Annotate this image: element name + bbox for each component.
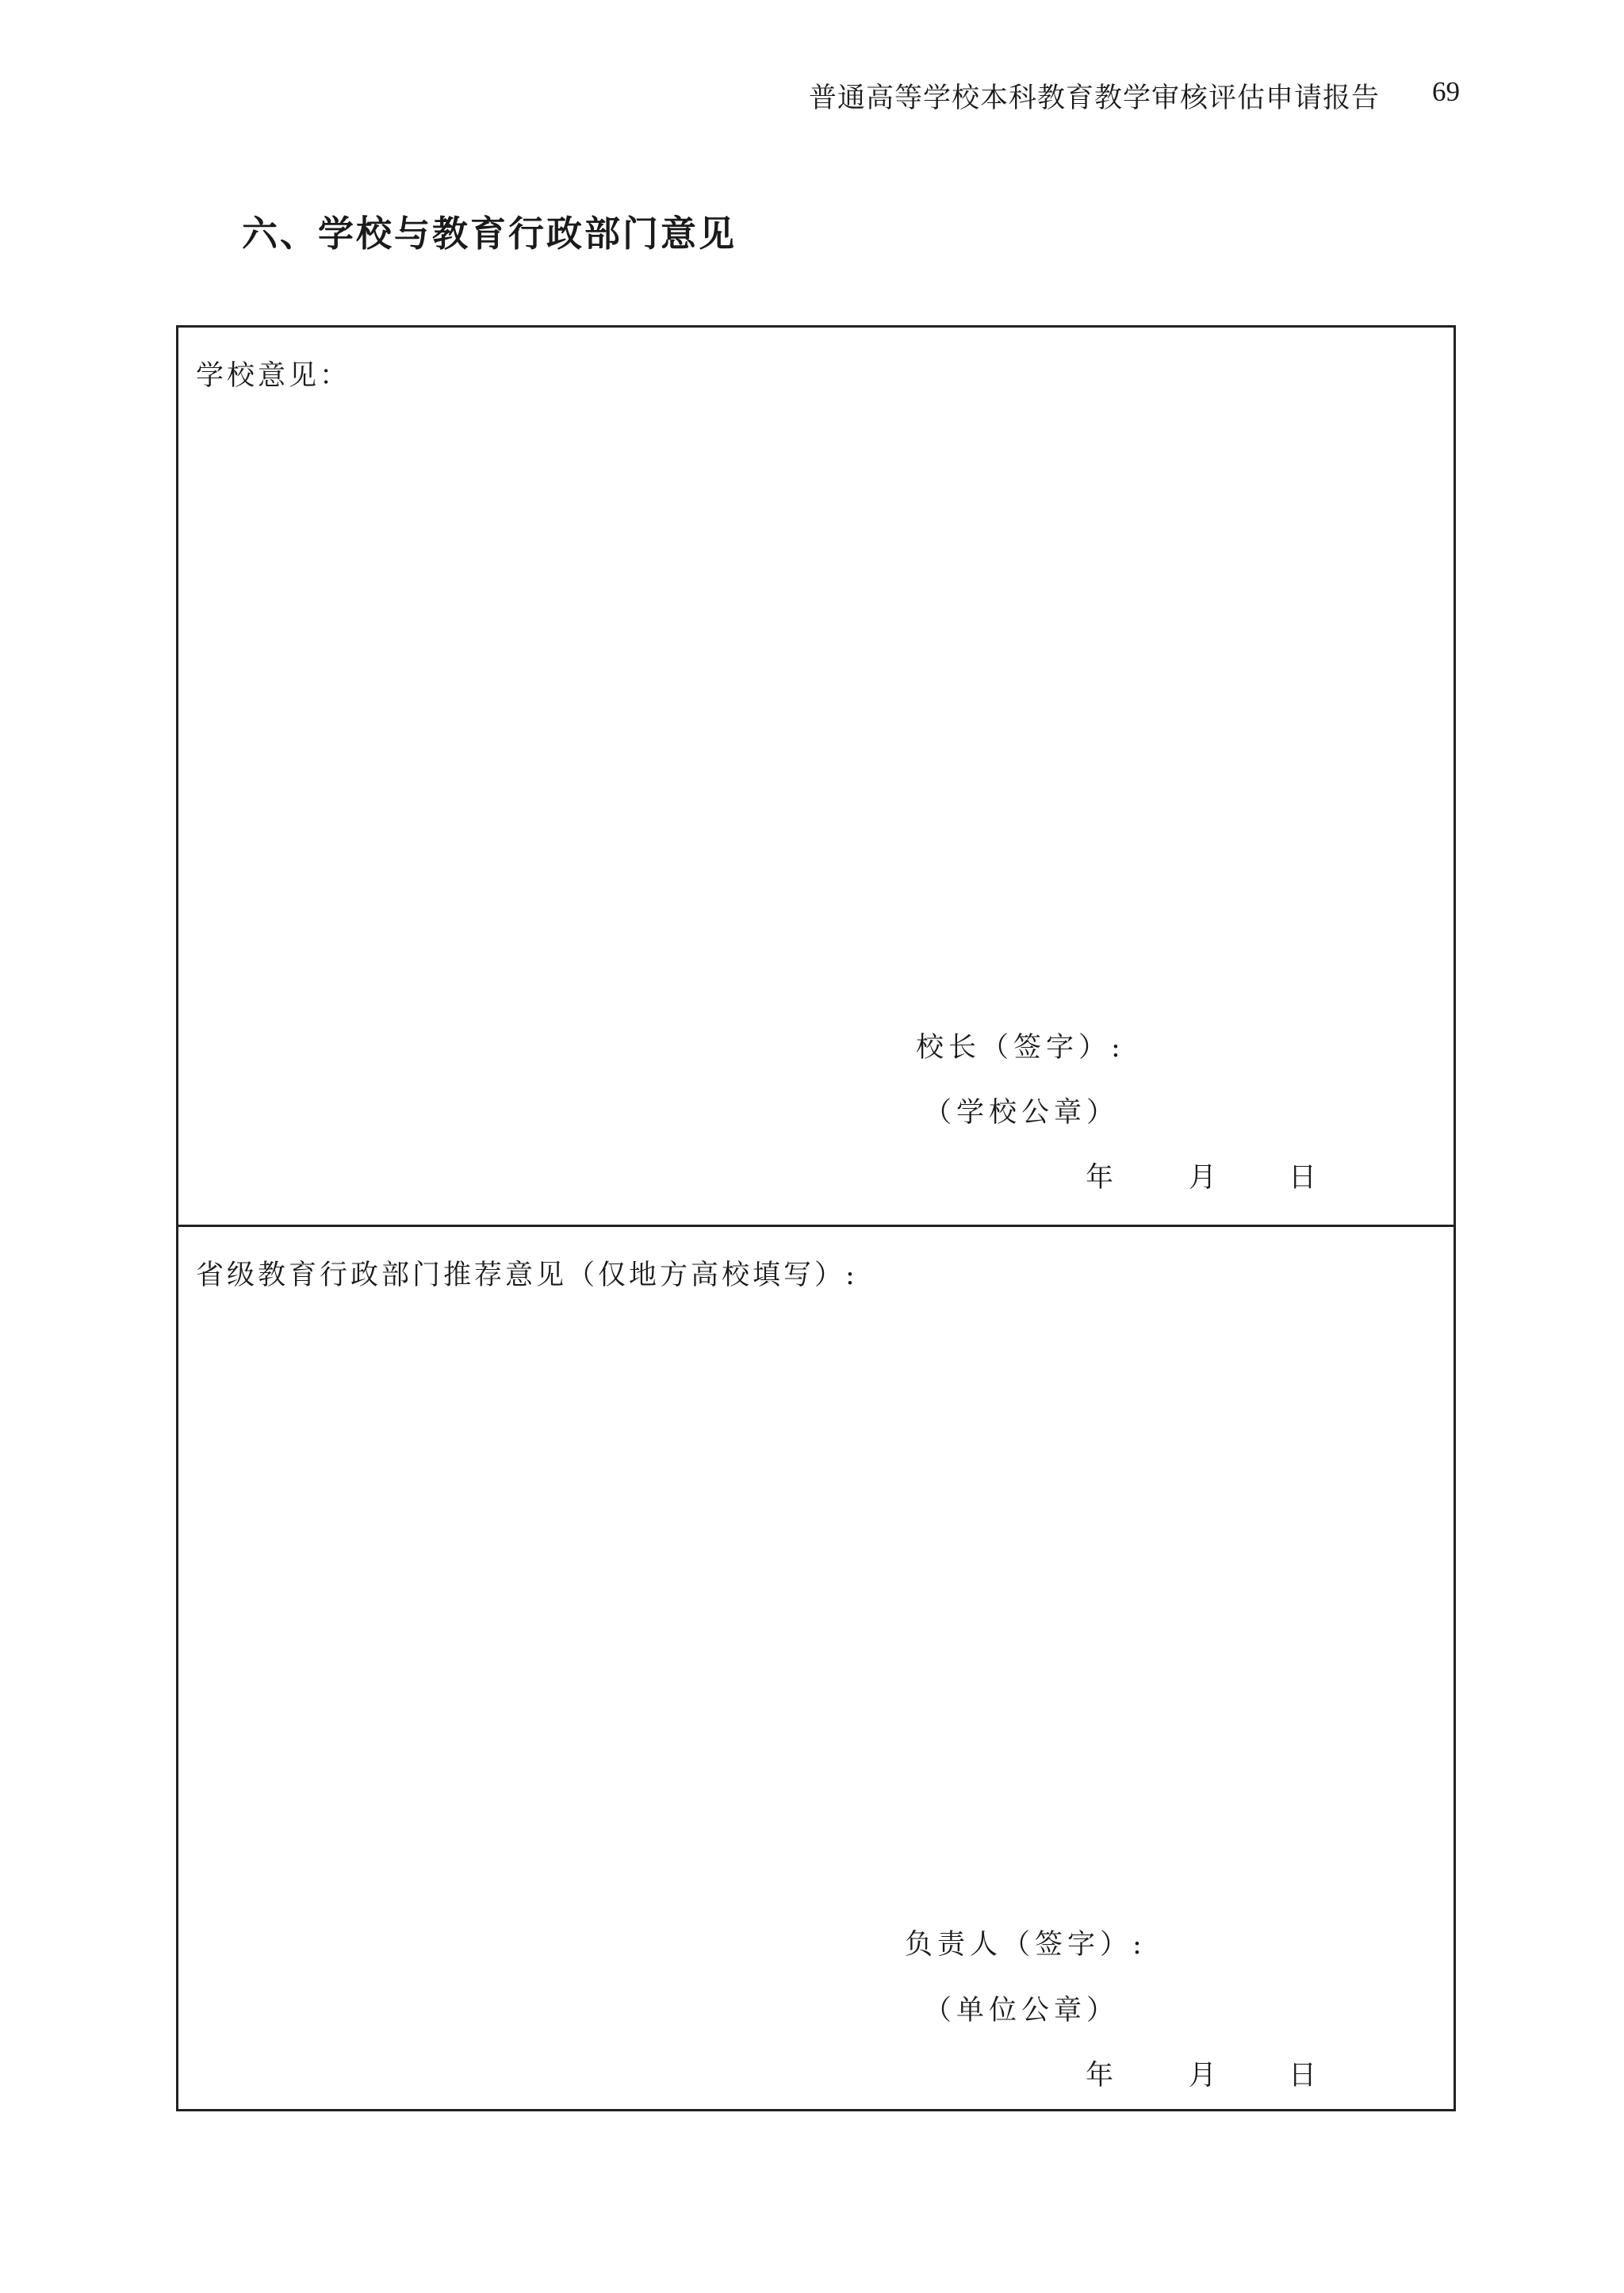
running-header-title: 普通高等学校本科教育教学审核评估申请报告 bbox=[809, 82, 1381, 114]
province-opinion-label: 省级教育行政部门推荐意见（仅地方高校填写）: bbox=[196, 1260, 858, 1291]
principal-signature-label: 校长（签字）: bbox=[916, 1032, 1125, 1064]
opinion-form-table bbox=[176, 325, 1456, 2111]
unit-seal-label: （单位公章） bbox=[924, 1995, 1120, 2027]
province-date-day: 日 bbox=[1289, 2060, 1317, 2092]
school-opinion-label: 学校意见： bbox=[196, 360, 351, 392]
province-date-month: 月 bbox=[1189, 2060, 1217, 2092]
school-opinion-section bbox=[178, 328, 1454, 1227]
school-date-day: 日 bbox=[1289, 1162, 1317, 1194]
province-date-row bbox=[178, 2053, 1454, 2092]
school-date-row bbox=[178, 1156, 1454, 1194]
school-date-month: 月 bbox=[1189, 1162, 1217, 1194]
school-seal-label: （学校公章） bbox=[924, 1097, 1120, 1129]
page-number: 69 bbox=[1432, 76, 1460, 107]
section-title: 六、学校与教育行政部门意见 bbox=[242, 213, 737, 255]
school-date-year: 年 bbox=[1086, 1162, 1114, 1194]
province-date-year: 年 bbox=[1086, 2060, 1114, 2092]
province-opinion-section bbox=[178, 1227, 1454, 2109]
responsible-person-signature-label: 负责人（签字）: bbox=[905, 1929, 1147, 1961]
